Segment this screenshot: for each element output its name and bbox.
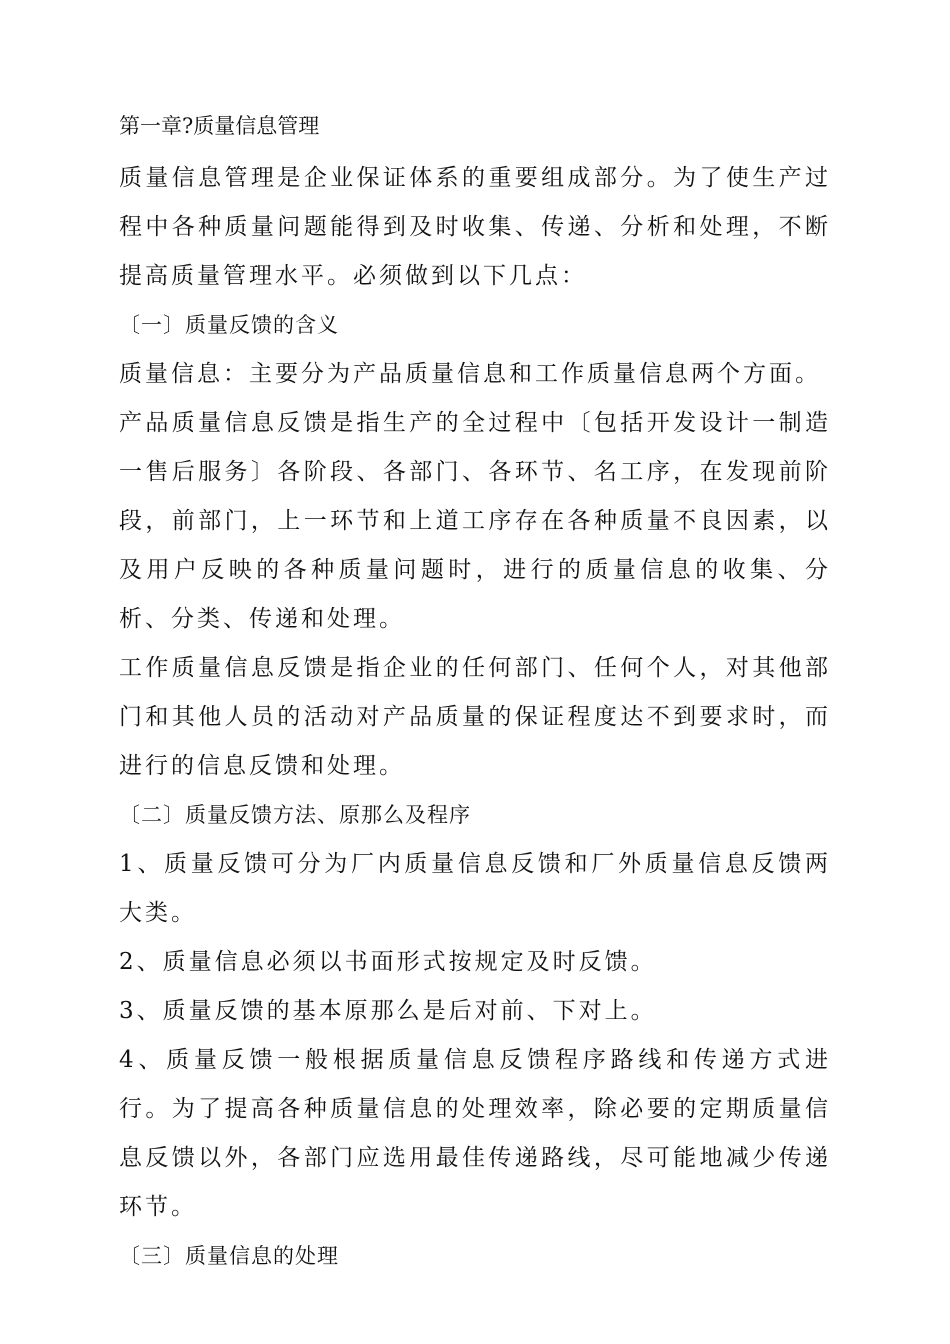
- section-heading-3: 〔三〕质量信息的处理: [119, 1244, 339, 1268]
- intro-paragraph: 质量信息管理是企业保证体系的重要组成部分。为了使生产过程中各种质量问题能得到及时收集、传递、分析和处理，不断提高质量管理水平。必须做到以下几点：: [119, 165, 831, 289]
- section-heading-2: 〔二〕质量反馈方法、原那么及程序: [119, 803, 471, 827]
- paragraph-product-feedback: 产品质量信息反馈是指生产的全过程中〔包括开发设计一制造一售后服务〕各阶段、各部门、各环节、名工序，在发现前阶段，前部门，上一环节和上道工序存在各种质量不良因素，以及用户反映的各种质量问题时，进行的质量信息的收集、分析、分类、传递和处理。: [119, 410, 831, 632]
- document-body: [119, 108, 831, 1281]
- chapter-title: 第一章?质量信息管理: [119, 114, 320, 138]
- paragraph-work-feedback: 工作质量信息反馈是指企业的任何部门、任何个人，对其他部门和其他人员的活动对产品质量的保证程度达不到要求时，而进行的信息反馈和处理。: [119, 655, 831, 779]
- section-heading-1: 〔一〕质量反馈的含义: [119, 313, 339, 337]
- list-item: 1、质量反馈可分为厂内质量信息反馈和厂外质量信息反馈两大类。: [119, 851, 831, 926]
- paragraph-quality-info: 质量信息：主要分为产品质量信息和工作质量信息两个方面。: [119, 361, 821, 387]
- list-item: 2、质量信息必须以书面形式按规定及时反馈。: [119, 949, 657, 975]
- list-item: 3、质量反馈的基本原那么是后对前、下对上。: [119, 998, 657, 1024]
- list-item: 4、质量反馈一般根据质量信息反馈程序路线和传递方式进行。为了提高各种质量信息的处理效率，除必要的定期质量信息反馈以外，各部门应选用最佳传递路线，尽可能地减少传递环节。: [119, 1047, 831, 1220]
